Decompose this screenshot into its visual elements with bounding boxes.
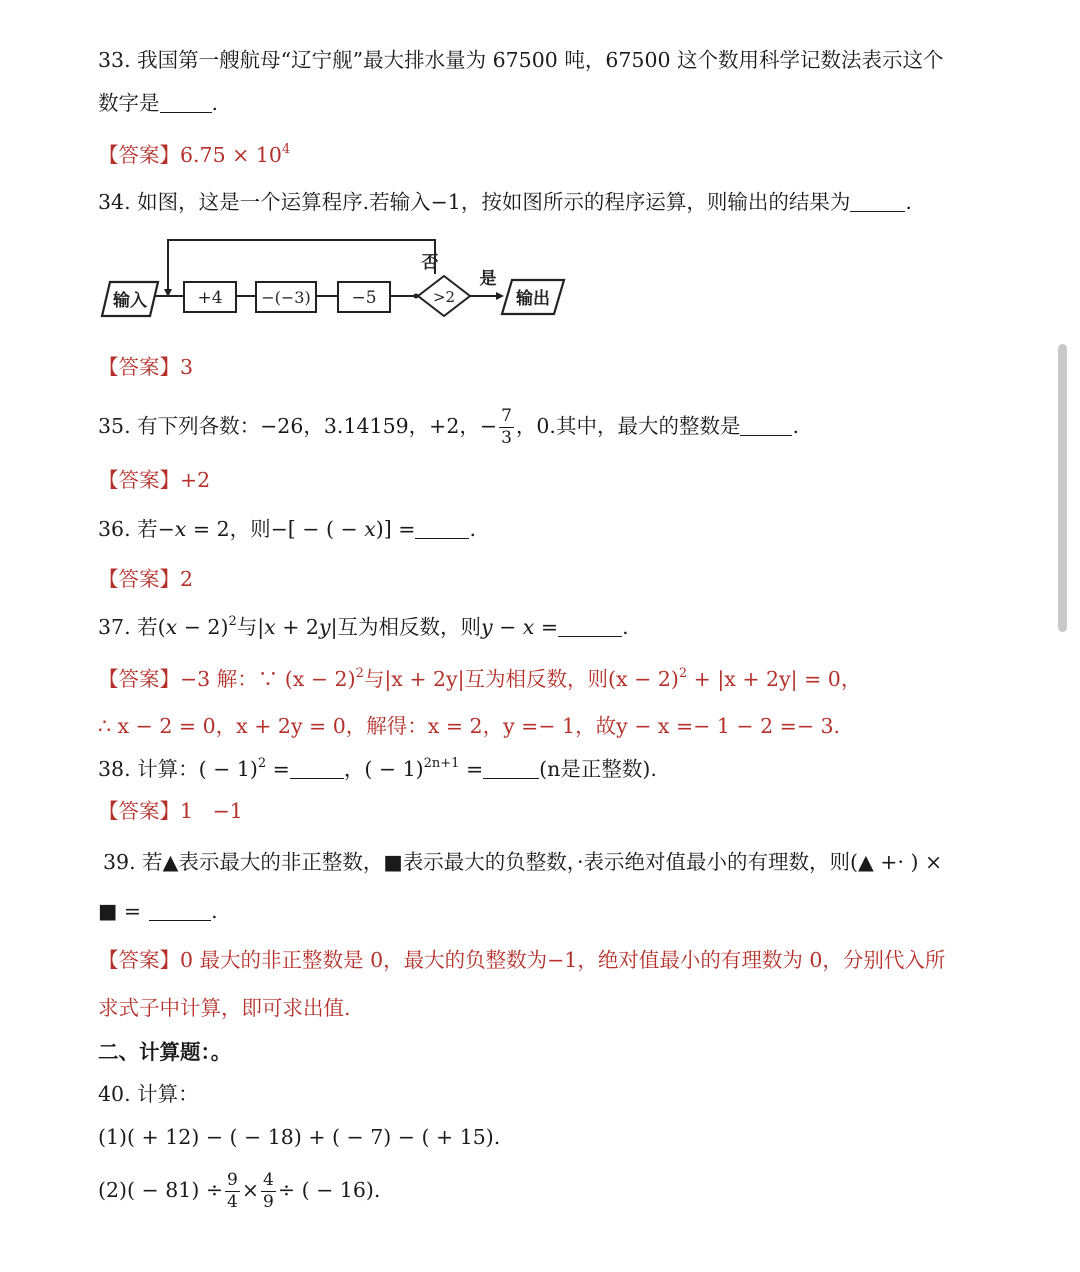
- q40-part2: [98, 1172, 380, 1211]
- q38-part: =: [266, 757, 290, 781]
- q36-part: )] =: [375, 517, 416, 541]
- q35-question: 35. 有下列各数：−26，3.14159，+2，−: [98, 414, 498, 438]
- q36-part: 36. 若−: [98, 517, 175, 541]
- answer-tag: 【答案】: [98, 667, 180, 691]
- q39-answer-line1: [98, 945, 945, 975]
- exponent: 2: [228, 614, 237, 629]
- q33-end: .: [211, 91, 219, 115]
- fraction-four-ninths: [261, 1172, 276, 1211]
- q36-end: .: [469, 517, 476, 541]
- times-sign: ×: [241, 1178, 260, 1202]
- section-heading: 二、计算题：。: [98, 1040, 232, 1064]
- step-add-4-label: +4: [197, 288, 223, 308]
- loop-line: [168, 240, 435, 294]
- exponent: 2: [355, 666, 364, 681]
- var-x: x: [522, 615, 535, 639]
- input-label: 输入: [113, 291, 147, 311]
- fraction-numerator: 9: [227, 1170, 238, 1190]
- q37-part: − 2): [177, 615, 229, 639]
- no-label: 否: [421, 253, 439, 273]
- vertical-scrollbar[interactable]: [1058, 344, 1067, 632]
- q34-answer: [98, 352, 193, 382]
- q37-part: 与|: [236, 615, 265, 639]
- q37-part: + 2: [275, 615, 319, 639]
- exponent: 2: [678, 666, 688, 681]
- q34-text: [98, 187, 912, 217]
- q40-part: (2)( − 81) ÷: [98, 1178, 224, 1202]
- answer-blank: [290, 760, 344, 779]
- q38-part: (n是正整数).: [539, 757, 657, 781]
- q39-line1: 39. 若▲表示最大的非正整数，■表示最大的负整数，·表示绝对值最小的有理数，则(▲ +· ) ×: [103, 850, 943, 874]
- q40-title: 40. 计算：: [98, 1082, 199, 1106]
- var-x: x: [264, 615, 276, 639]
- answer-blank: [160, 94, 212, 113]
- q39-answer-text: 0 最大的非正整数是 0，最大的负整数为−1，绝对值最小的有理数为 0，分别代入所: [180, 948, 946, 972]
- exponent: 2: [257, 756, 267, 771]
- answer-blank: [740, 417, 792, 436]
- q34-end: .: [905, 190, 912, 214]
- q33-line2: [98, 88, 218, 118]
- fraction-numerator: 7: [501, 406, 512, 426]
- q40-part: ÷ ( − 16).: [277, 1178, 381, 1202]
- fraction-seven-thirds: [499, 408, 514, 447]
- output-arrow: [496, 292, 504, 300]
- var-x: x: [174, 517, 187, 541]
- q34-answer-value: 3: [180, 355, 194, 379]
- q35-end: .: [792, 414, 799, 438]
- q38-answer-value: 1 −1: [180, 799, 243, 823]
- q37-end: .: [622, 615, 629, 639]
- q39-end: .: [211, 899, 218, 923]
- answer-tag: 【答案】: [98, 799, 180, 823]
- q39-answer-line2: 求式子中计算，即可求出值.: [98, 996, 351, 1020]
- q38-part: =: [459, 757, 484, 781]
- q40-part1: (1)( + 12) − ( − 18) + ( − 7) − ( + 15).: [98, 1125, 501, 1149]
- q38-text: [98, 754, 657, 788]
- q37-solution: + |x + 2y| = 0，: [687, 667, 862, 691]
- fraction-nine-fourths: [225, 1172, 240, 1211]
- var-x: x: [165, 615, 178, 639]
- q35-text: [98, 408, 799, 447]
- answer-blank: [850, 193, 905, 212]
- output-label: 输出: [516, 289, 550, 309]
- q39-line2: [98, 896, 218, 926]
- answer-tag: 【答案】: [98, 143, 180, 167]
- fraction-denominator: 3: [501, 428, 512, 448]
- q33-answer-base: 6.75 × 10: [180, 143, 282, 167]
- q39-part: ■ =: [98, 899, 142, 923]
- answer-tag: 【答案】: [98, 468, 180, 492]
- step-minus-5-label: −5: [351, 288, 377, 308]
- exponent: 2n+1: [423, 756, 460, 771]
- q33-text: 数字是: [98, 91, 160, 115]
- flowchart-diagram: [98, 232, 578, 324]
- q33-line1: 33. 我国第一艘航母“辽宁舰”最大排水量为 67500 吨，67500 这个数用科学记数法表示这个: [98, 48, 944, 72]
- answer-blank: [149, 902, 211, 921]
- q33-answer: [98, 140, 290, 174]
- q37-part: 37. 若(: [98, 615, 166, 639]
- q37-answer-line2: ∴ x − 2 = 0，x + 2y = 0，解得：x = 2，y =− 1，故y − x =− 1 − 2 =− 3.: [98, 714, 841, 738]
- answer-tag: 【答案】: [98, 948, 180, 972]
- q35-answer: [98, 465, 210, 495]
- q35-answer-value: +2: [180, 468, 211, 492]
- q38-part: 38. 计算：( − 1): [98, 757, 258, 781]
- q33-answer-exp: 4: [281, 142, 291, 157]
- q37-solution: −3 解：∵ (x − 2): [180, 667, 356, 691]
- fraction-numerator: 4: [263, 1170, 274, 1190]
- q36-answer: [98, 564, 193, 594]
- var-y: y: [318, 615, 331, 639]
- answer-tag: 【答案】: [98, 355, 180, 379]
- yes-label: 是: [479, 269, 497, 289]
- var-y: y: [480, 615, 493, 639]
- q37-text: [98, 612, 629, 646]
- fraction-denominator: 9: [263, 1192, 274, 1212]
- q36-answer-value: 2: [180, 567, 194, 591]
- answer-blank: [483, 760, 539, 779]
- q38-part: ，( − 1): [343, 757, 424, 781]
- q37-part: =: [534, 615, 559, 639]
- q35-question-cont: ，0.其中，最大的整数是: [515, 414, 741, 438]
- decision-label: >2: [432, 288, 456, 306]
- q38-answer: [98, 796, 243, 826]
- var-x: x: [364, 517, 376, 541]
- answer-blank: [558, 618, 622, 637]
- q37-part: |互为相反数，则: [330, 615, 481, 639]
- q37-answer-line1: [98, 664, 861, 698]
- q37-solution: 与|x + 2y|互为相反数，则(x − 2): [363, 667, 679, 691]
- answer-tag: 【答案】: [98, 567, 180, 591]
- q36-text: [98, 514, 476, 544]
- fraction-denominator: 4: [227, 1192, 238, 1212]
- step-minus-neg3-label: −(−3): [261, 288, 311, 307]
- q36-part: = 2，则−[ − ( −: [186, 517, 365, 541]
- q34-question: 34. 如图，这是一个运算程序.若输入−1，按如图所示的程序运算，则输出的结果为: [98, 190, 851, 214]
- q37-part: −: [492, 615, 523, 639]
- answer-blank: [415, 520, 469, 539]
